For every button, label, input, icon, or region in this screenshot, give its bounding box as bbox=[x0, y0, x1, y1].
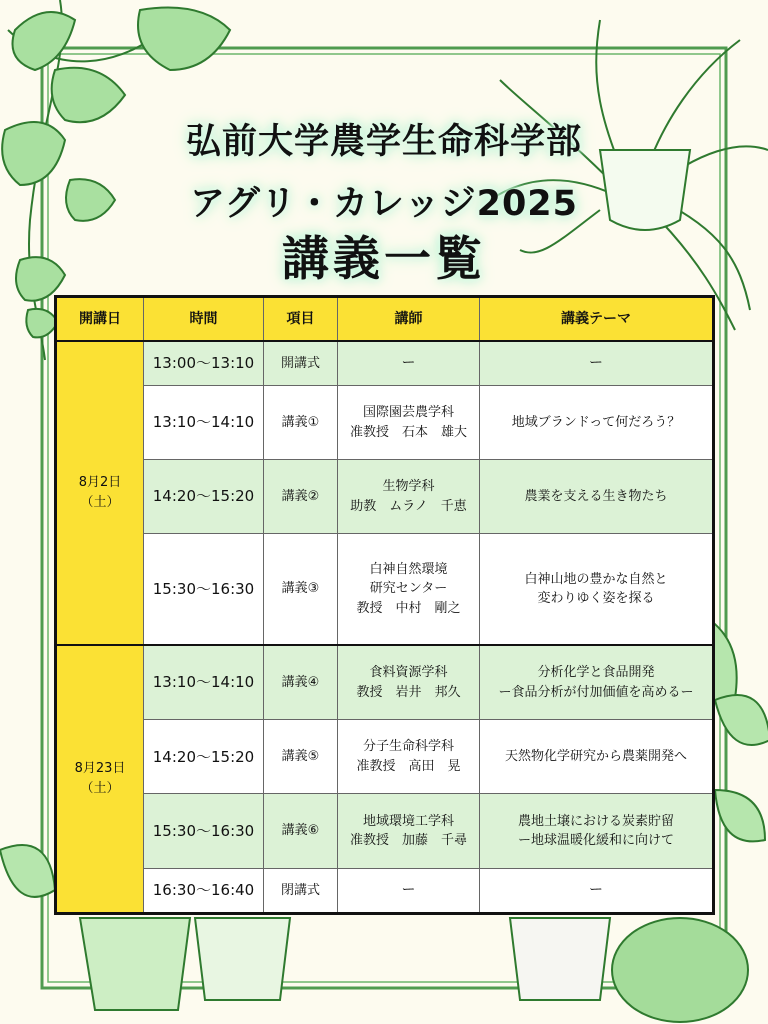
page-title: 講義一覧 bbox=[282, 232, 486, 287]
table-row bbox=[56, 645, 714, 720]
lecturer-cell: 国際園芸農学科 准教授 石本 雄大 bbox=[338, 385, 480, 459]
time-cell: 15:30〜16:30 bbox=[144, 534, 264, 645]
theme-cell: 白神山地の豊かな自然と 変わりゆく姿を探る bbox=[480, 534, 714, 645]
faculty-title: 弘前大学農学生命科学部 bbox=[185, 122, 582, 162]
theme-cell: ー bbox=[480, 341, 714, 385]
item-cell: 講義③ bbox=[264, 534, 338, 645]
left-leaves bbox=[0, 845, 55, 897]
date-label: 8月23日 bbox=[74, 761, 126, 777]
time-cell: 13:10〜14:10 bbox=[144, 385, 264, 459]
time-cell: 14:20〜15:20 bbox=[144, 720, 264, 794]
item-cell: 講義④ bbox=[264, 645, 338, 720]
lecturer-cell: ー bbox=[338, 341, 480, 385]
item-cell: 講義⑤ bbox=[264, 720, 338, 794]
item-cell: 講義② bbox=[264, 460, 338, 534]
table-row bbox=[56, 720, 714, 794]
table-header-row bbox=[56, 297, 714, 342]
theme-cell: 天然物化学研究から農薬開発へ bbox=[480, 720, 714, 794]
weekday-label: （土） bbox=[80, 780, 120, 796]
time-cell: 13:10〜14:10 bbox=[144, 645, 264, 720]
lecturer-cell: 生物学科 助教 ムラノ 千恵 bbox=[338, 460, 480, 534]
weekday-label: （土） bbox=[80, 494, 120, 510]
table-row bbox=[56, 385, 714, 459]
theme-cell: 農業を支える生き物たち bbox=[480, 460, 714, 534]
header-time: 時間 bbox=[144, 297, 264, 342]
lecturer-cell: 地域環境工学科 准教授 加藤 千尋 bbox=[338, 794, 480, 868]
table-row bbox=[56, 341, 714, 385]
header-date: 開講日 bbox=[56, 297, 144, 342]
item-cell: 講義① bbox=[264, 385, 338, 459]
program-title: アグリ・カレッジ2025 bbox=[189, 184, 578, 224]
theme-cell: 農地土壌における炭素貯留 ー地球温暖化緩和に向けて bbox=[480, 794, 714, 868]
header-lecturer: 講師 bbox=[338, 297, 480, 342]
table-row bbox=[56, 460, 714, 534]
lecturer-cell: ー bbox=[338, 868, 480, 913]
date-cell bbox=[56, 645, 144, 914]
table-row bbox=[56, 794, 714, 868]
lecturer-cell: 白神自然環境 研究センター 教授 中村 剛之 bbox=[338, 534, 480, 645]
lecture-schedule-table bbox=[54, 295, 715, 915]
theme-cell: ー bbox=[480, 868, 714, 913]
time-cell: 14:20〜15:20 bbox=[144, 460, 264, 534]
date-label: 8月2日 bbox=[78, 475, 122, 491]
header-theme: 講義テーマ bbox=[480, 297, 714, 342]
time-cell: 15:30〜16:30 bbox=[144, 794, 264, 868]
right-leaves bbox=[708, 620, 768, 841]
lecturer-cell: 食料資源学科 教授 岩井 邦久 bbox=[338, 645, 480, 720]
theme-cell: 地域ブランドって何だろう？ bbox=[480, 385, 714, 459]
theme-cell: 分析化学と食品開発 ー食品分析が付加価値を高めるー bbox=[480, 645, 714, 720]
time-cell: 16:30〜16:40 bbox=[144, 868, 264, 913]
flower-pots bbox=[80, 918, 748, 1022]
item-cell: 講義⑥ bbox=[264, 794, 338, 868]
time-cell: 13:00〜13:10 bbox=[144, 341, 264, 385]
date-cell bbox=[56, 341, 144, 645]
lecturer-cell: 分子生命科学科 准教授 高田 晃 bbox=[338, 720, 480, 794]
item-cell: 閉講式 bbox=[264, 868, 338, 913]
table-row bbox=[56, 868, 714, 913]
table-row bbox=[56, 534, 714, 645]
item-cell: 開講式 bbox=[264, 341, 338, 385]
header-item: 項目 bbox=[264, 297, 338, 342]
